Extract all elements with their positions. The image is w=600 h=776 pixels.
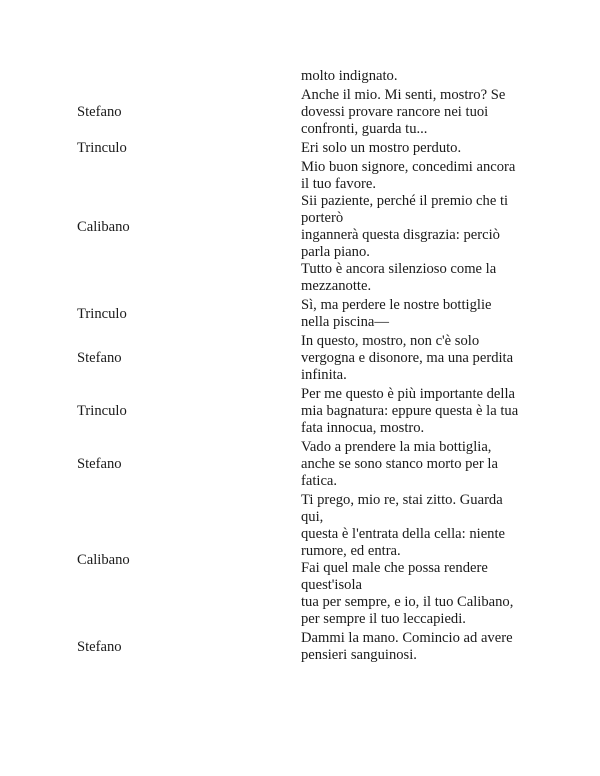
dialogue-line: nella piscina— xyxy=(301,314,389,330)
dialogue-line: Per me questo è più importante della xyxy=(301,386,515,402)
speaker-name: Stefano xyxy=(77,456,122,472)
dialogue-text xyxy=(301,333,531,384)
speaker-name: Trinculo xyxy=(77,305,127,322)
dialogue-line: Mio buon signore, concedimi ancora xyxy=(301,159,516,175)
dialogue-line: mia bagnatura: eppure questa è la tua xyxy=(301,403,519,419)
speaker-name: Trinculo xyxy=(77,140,127,156)
dialogue-line: porterò xyxy=(301,210,344,226)
dialogue-line: anche se sono stanco morto per la xyxy=(301,456,498,472)
dialogue-line: Eri solo un mostro perduto. xyxy=(301,140,462,156)
dialogue-text xyxy=(301,140,531,157)
dialogue-line: ingannerà questa disgrazia: perciò xyxy=(301,227,500,243)
dialogue-text xyxy=(301,159,531,295)
dialogue-line: per sempre il tuo leccapiedi. xyxy=(301,611,466,627)
dialogue-line: fatica. xyxy=(301,473,338,489)
dialogue-line: Tutto è ancora silenzioso come la xyxy=(301,261,497,277)
dialogue-line: infinita. xyxy=(301,367,347,383)
dialogue-line: mezzanotte. xyxy=(301,278,372,294)
dialogue-text xyxy=(301,439,531,490)
dialogue-line: Anche il mio. Mi senti, mostro? Se xyxy=(301,87,506,103)
speaker-name: Stefano xyxy=(77,638,122,655)
dialogue-line: pensieri sanguinosi. xyxy=(301,647,417,663)
dialogue-line: rumore, ed entra. xyxy=(301,543,401,559)
dialogue-row xyxy=(0,386,600,437)
dialogue-line: qui, xyxy=(301,509,324,525)
dialogue-text xyxy=(301,297,531,331)
dialogue-row xyxy=(0,492,600,628)
dialogue-row xyxy=(0,68,600,85)
dialogue-line: dovessi provare rancore nei tuoi xyxy=(301,104,489,120)
dialogue-line: vergogna e disonore, ma una perdita xyxy=(301,350,514,366)
dialogue-line: tua per sempre, e io, il tuo Calibano, xyxy=(301,594,514,610)
dialogue-line: Sii paziente, perché il premio che ti xyxy=(301,193,509,209)
dialogue-line: Vado a prendere la mia bottiglia, xyxy=(301,439,492,455)
script-dialogue xyxy=(0,68,600,666)
speaker-name: Stefano xyxy=(77,104,122,120)
dialogue-line: Fai quel male che possa rendere xyxy=(301,560,488,576)
dialogue-line: molto indignato. xyxy=(301,68,398,84)
dialogue-line: parla piano. xyxy=(301,244,370,260)
dialogue-line: questa è l'entrata della cella: niente xyxy=(301,526,505,542)
dialogue-line: quest'isola xyxy=(301,577,362,593)
dialogue-row xyxy=(0,87,600,138)
dialogue-text xyxy=(301,386,531,437)
dialogue-row xyxy=(0,159,600,295)
dialogue-row xyxy=(0,333,600,384)
dialogue-line: Dammi la mano. Comincio ad avere xyxy=(301,630,513,646)
dialogue-line: Ti prego, mio re, stai zitto. Guarda xyxy=(301,492,503,508)
dialogue-text xyxy=(301,87,531,138)
dialogue-row xyxy=(0,140,600,157)
dialogue-line: confronti, guarda tu... xyxy=(301,121,428,137)
dialogue-row xyxy=(0,439,600,490)
dialogue-line: il tuo favore. xyxy=(301,176,376,192)
dialogue-line: Sì, ma perdere le nostre bottiglie xyxy=(301,297,492,313)
speaker-name: Trinculo xyxy=(77,403,127,419)
speaker-name: Calibano xyxy=(77,218,130,235)
dialogue-text xyxy=(301,630,531,664)
dialogue-text xyxy=(301,492,531,628)
speaker-name: Calibano xyxy=(77,551,130,568)
dialogue-row xyxy=(0,297,600,331)
dialogue-row xyxy=(0,630,600,664)
dialogue-text xyxy=(301,68,531,85)
dialogue-line: In questo, mostro, non c'è solo xyxy=(301,333,480,349)
speaker-name: Stefano xyxy=(77,350,122,366)
dialogue-line: fata innocua, mostro. xyxy=(301,420,425,436)
